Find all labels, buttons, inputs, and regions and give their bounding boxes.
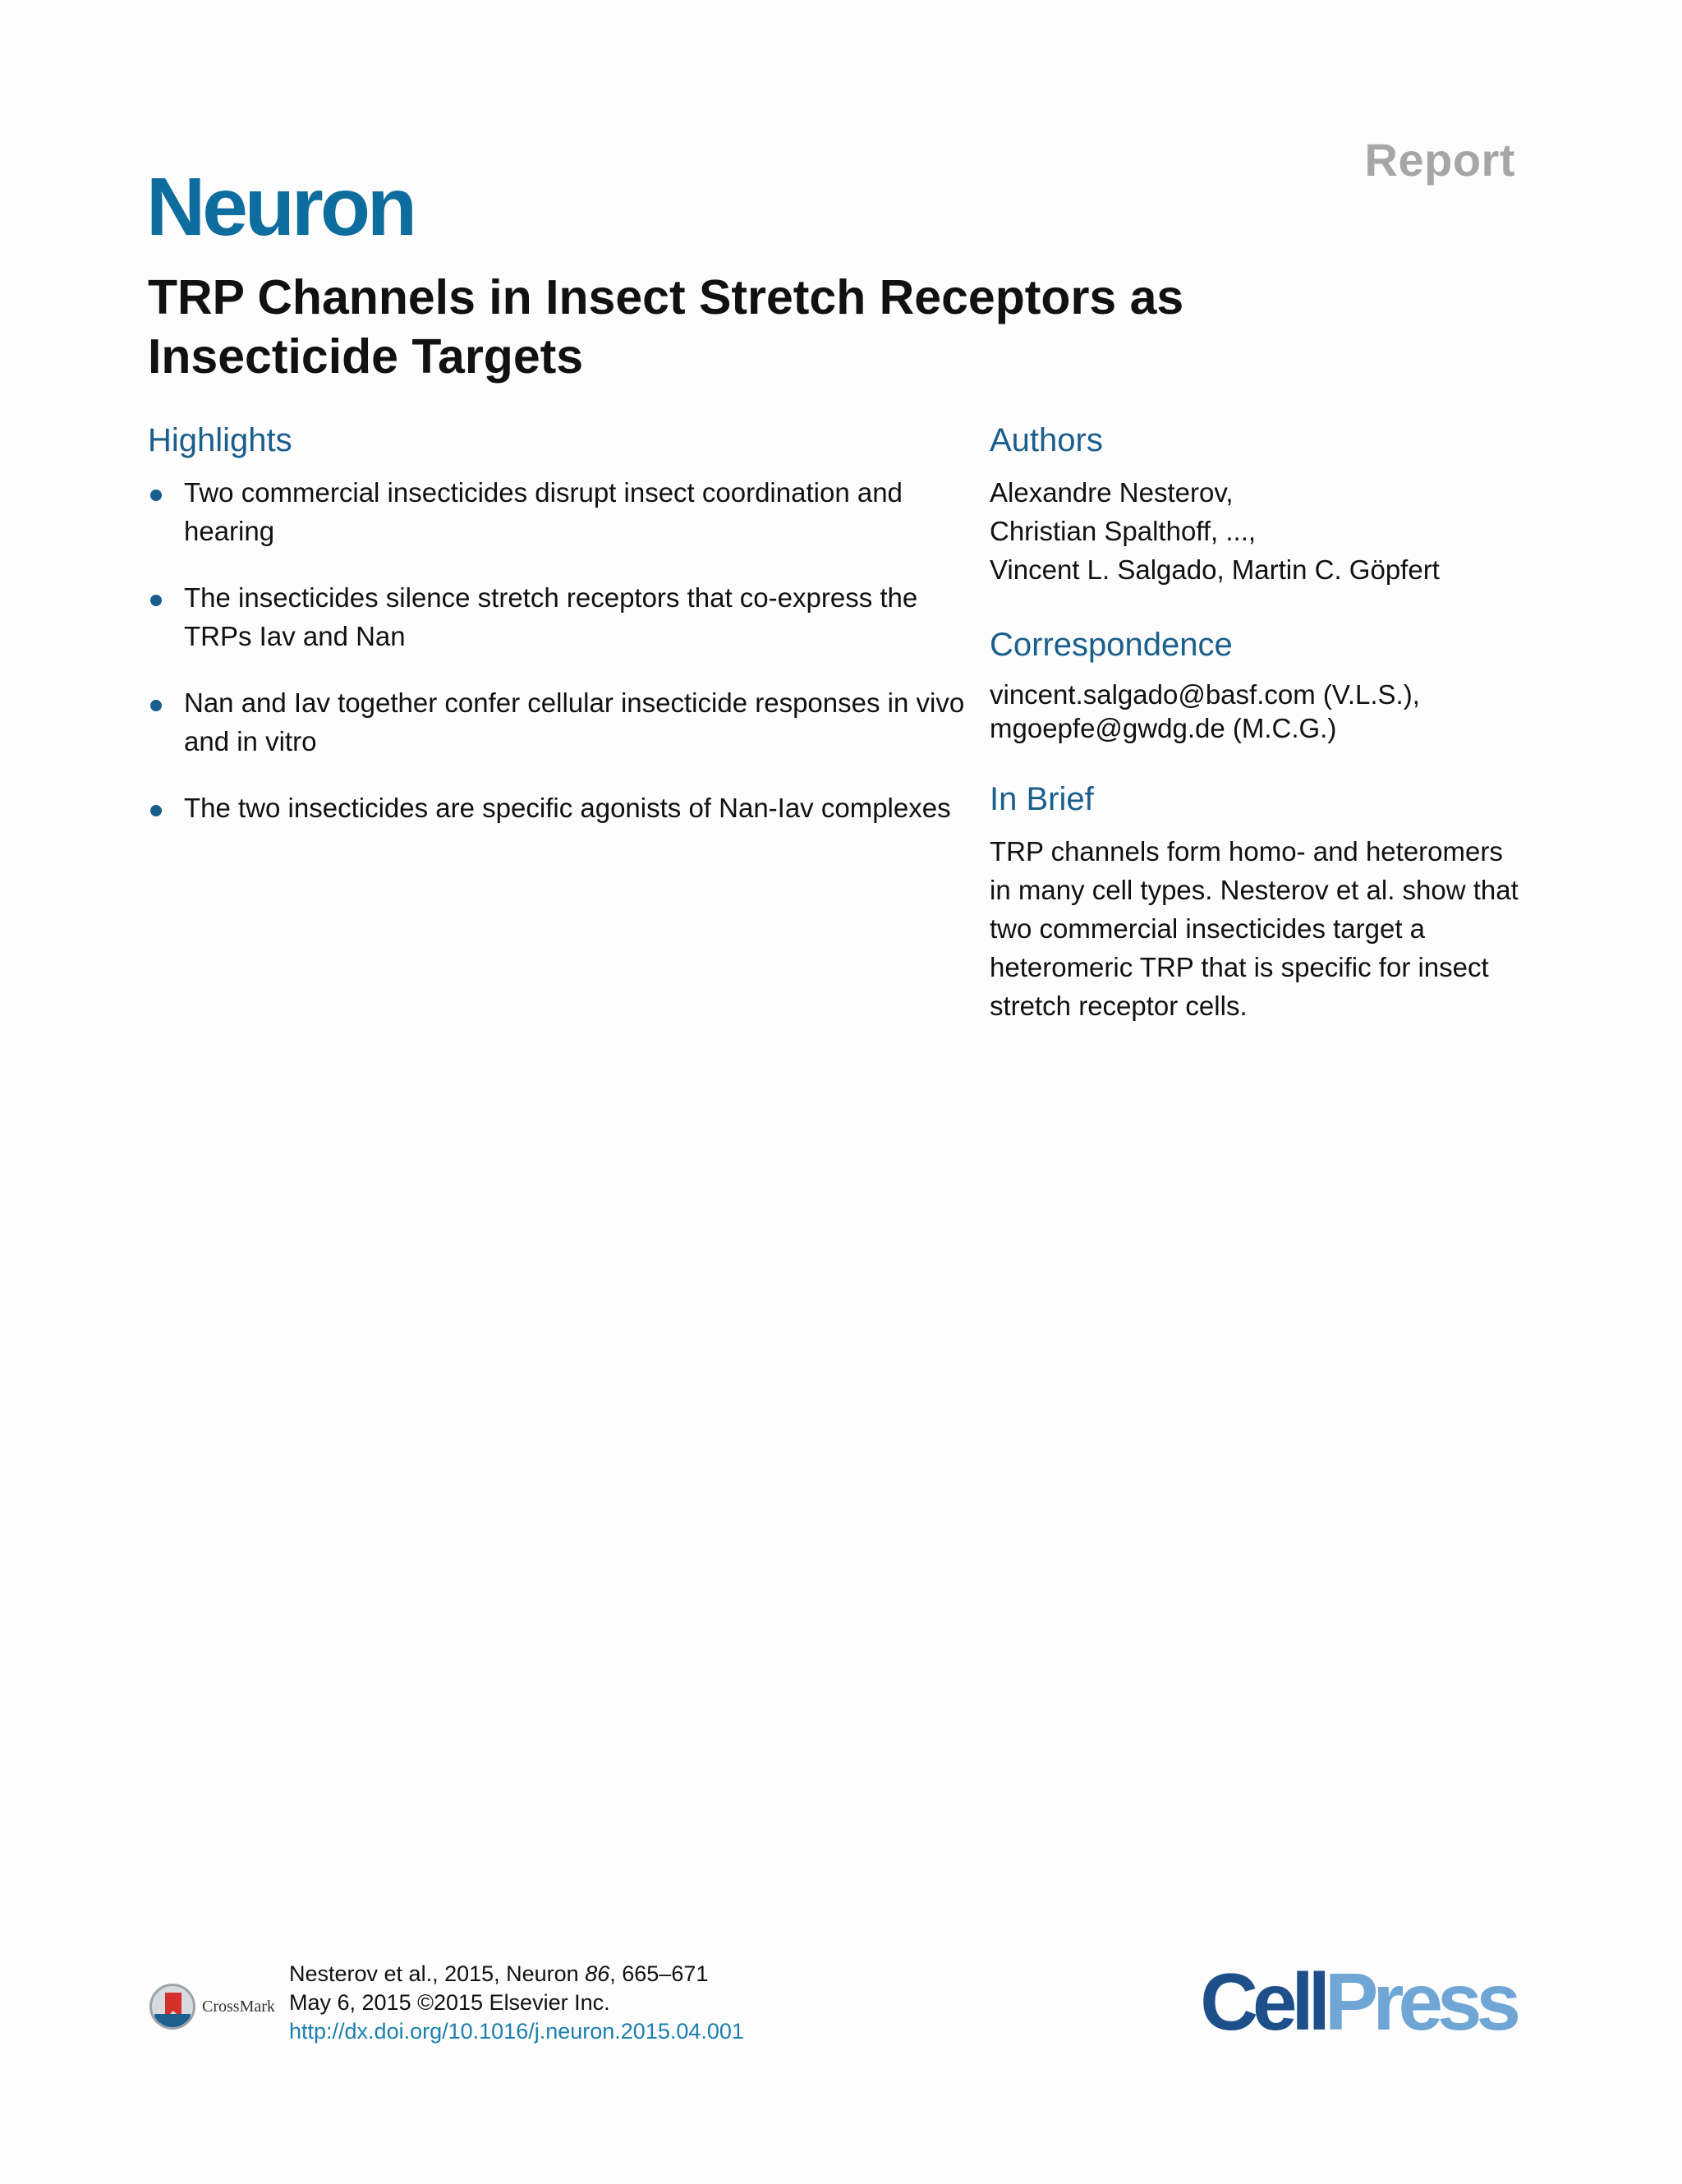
highlight-item <box>148 789 969 827</box>
bullet-icon <box>150 595 162 606</box>
citation-block <box>289 1960 744 2046</box>
authors-heading: Authors <box>990 422 1103 458</box>
article-type-label: Report <box>1364 134 1515 186</box>
citation-pages: , 665–671 <box>609 1961 709 1986</box>
correspondence-heading: Correspondence <box>990 627 1233 663</box>
bullet-icon <box>150 490 162 501</box>
highlight-text: The two insecticides are specific agonists of Nan-Iav complexes <box>184 793 951 823</box>
in-brief-heading: In Brief <box>990 781 1094 817</box>
correspondence-email[interactable]: vincent.salgado@basf.com (V.L.S.), <box>990 679 1420 710</box>
highlight-text: The insecticides silence stretch receptors that co-express the TRPs Iav and Nan <box>184 582 918 651</box>
correspondence-section <box>990 623 1523 745</box>
authors-line: Christian Spalthoff, ..., <box>990 516 1257 546</box>
citation-volume: 86 <box>585 1961 610 1986</box>
citation-prefix: Nesterov et al., 2015, Neuron <box>289 1961 586 1986</box>
crossmark-badge[interactable] <box>149 1984 275 2030</box>
highlight-item <box>148 473 969 550</box>
authors-line: Vincent L. Salgado, Martin C. Göpfert <box>990 554 1440 585</box>
cellpress-press-text: Press <box>1324 1956 1515 2047</box>
authors-line: Alexandre Nesterov, <box>990 477 1234 508</box>
citation-line <box>289 1960 744 1989</box>
authors-section <box>990 419 1523 589</box>
cellpress-cell-text: Cell <box>1200 1956 1325 2047</box>
title-line-2: Insecticide Targets <box>148 329 584 384</box>
date-line: May 6, 2015 ©2015 Elsevier Inc. <box>289 1990 610 2015</box>
highlights-section <box>148 419 969 855</box>
crossmark-icon <box>149 1984 195 2030</box>
correspondence-email[interactable]: mgoepfe@gwdg.de (M.C.G.) <box>990 713 1337 743</box>
in-brief-text: TRP channels form homo- and heteromers in many cell types. Nesterov et al. show that two commercial insecticides target a heteromeric TRP that is specific for insect stretch receptor cells. <box>990 836 1519 1021</box>
in-brief-section <box>990 778 1523 1025</box>
highlights-list <box>148 473 969 827</box>
article-title <box>148 268 1462 386</box>
cellpress-logo <box>1200 1956 1515 2047</box>
highlight-text: Two commercial insecticides disrupt insect coordination and hearing <box>184 477 903 546</box>
highlight-item <box>148 683 969 761</box>
bullet-icon <box>150 805 162 816</box>
highlight-item <box>148 578 969 655</box>
doi-link[interactable]: http://dx.doi.org/10.1016/j.neuron.2015.04.001 <box>289 2019 744 2044</box>
bullet-icon <box>150 700 162 711</box>
highlights-heading: Highlights <box>148 422 292 458</box>
title-line-1: TRP Channels in Insect Stretch Receptors as <box>148 270 1184 324</box>
journal-logo: Neuron <box>146 161 414 253</box>
sidebar-info <box>990 419 1523 1025</box>
highlight-text: Nan and Iav together confer cellular insecticide responses in vivo and in vitro <box>184 687 965 756</box>
crossmark-label: CrossMark <box>202 1997 275 2016</box>
